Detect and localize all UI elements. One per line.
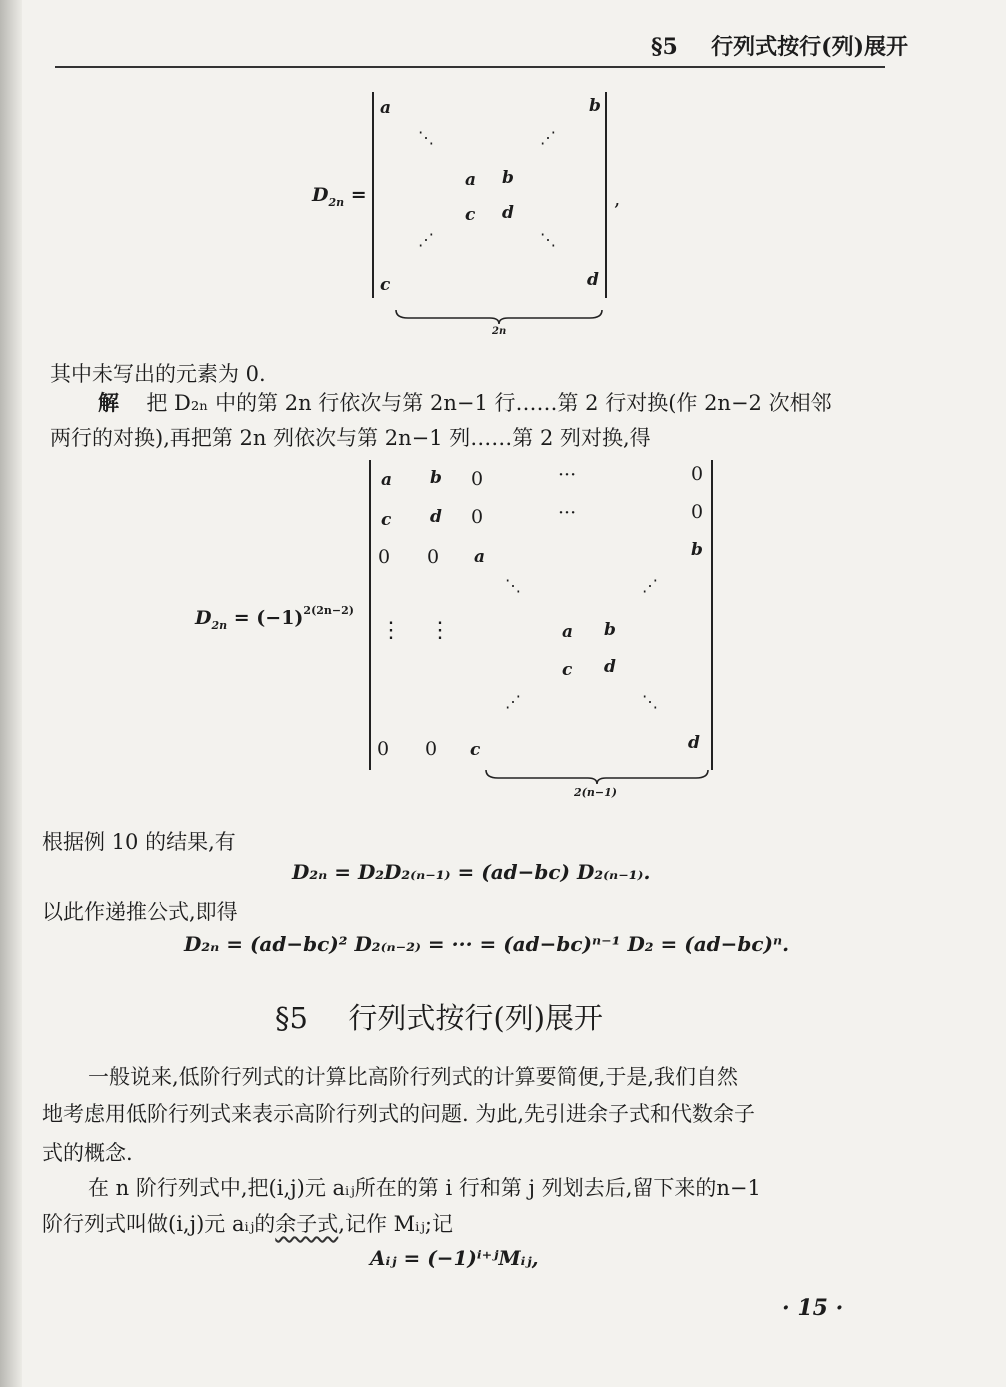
equation-result: D₂ₙ = (ad−bc)² D₂₍ₙ₋₂₎ = ··· = (ad−bc)ⁿ⁻¹ D₂ = (ad−bc)ⁿ. (184, 932, 790, 956)
m2-vdots-col1: ⋮ (380, 618, 402, 643)
m2-r3-zero2: 0 (427, 546, 440, 568)
matrix1-lhs: $D_{2n}$ = (312, 184, 367, 209)
para-by-example10: 根据例 10 的结果,有 (42, 830, 236, 854)
m2-ddots-upper-left: ⋱ (505, 576, 522, 595)
m2-center-b: b (604, 620, 616, 640)
m1-center-d: d (502, 203, 514, 223)
header-title: 行列式按行(列)展开 (711, 34, 908, 60)
m2-center-c: c (562, 660, 573, 680)
m2-brace-label: 2(n−1) (574, 786, 617, 799)
m2-center-a: a (562, 622, 574, 642)
matrix1-right-bar (605, 92, 607, 298)
equation-cofactor: Aᵢⱼ = (−1)ⁱ⁺ʲMᵢⱼ, (370, 1246, 539, 1270)
body-p1-line2: 地考虑用低阶行列式来表示高阶行列式的问题. 为此,先引进余子式和代数余子 (42, 1102, 756, 1126)
body-p2-line2-start: 阶行列式叫做(i,j)元 aᵢⱼ的 (42, 1212, 276, 1236)
m2-r3-a: a (474, 547, 486, 567)
page-number: · 15 · (782, 1295, 844, 1321)
m1-brace-label: 2n (492, 326, 507, 337)
m2-r3-zero1: 0 (378, 546, 391, 568)
header-section-mark: §5 (651, 34, 678, 60)
matrix1-left-bar (372, 92, 374, 298)
section-heading (275, 996, 603, 1037)
m1-center-a: a (465, 170, 477, 190)
m2-r1-last-zero: 0 (691, 463, 704, 485)
section-mark: §5 (275, 1001, 308, 1035)
m2-r2-d: d (430, 507, 442, 527)
para-unwritten-zero: 其中未写出的元素为 0. (50, 362, 266, 386)
m2-r2-c: c (381, 510, 392, 530)
solution-line2: 两行的对换),再把第 2n 列依次与第 2n−1 列……第 2 列对换,得 (50, 426, 651, 450)
matrix2-left-bar (369, 460, 371, 770)
m2-r3-b: b (691, 540, 703, 560)
m2-vdots-col2: ⋮ (429, 618, 451, 643)
m1-top-left: a (380, 98, 392, 118)
m1-adots-lower-left: ⋰ (418, 230, 435, 249)
m1-trailing-comma: , (614, 186, 621, 210)
m2-r2-cdots: ··· (558, 502, 577, 524)
body-p2-line2 (42, 1214, 453, 1235)
m2-r2-last-zero: 0 (691, 501, 704, 523)
equation-recurrence: D₂ₙ = D₂D₂₍ₙ₋₁₎ = (ad−bc) D₂₍ₙ₋₁₎. (292, 860, 651, 884)
m1-bottom-left: c (380, 275, 391, 295)
m1-ddots-upper-left: ⋱ (418, 128, 435, 147)
solution-text-line1: 把 D₂ₙ 中的第 2n 行依次与第 2n−1 行……第 2 行对换(作 2n−2 次相邻 (146, 391, 832, 415)
m1-center-b: b (502, 168, 514, 188)
m2-adots-lower-left: ⋰ (505, 692, 522, 711)
m2-center-d: d (604, 657, 616, 677)
running-header (651, 30, 908, 61)
cofactor-term: 余子式 (275, 1212, 339, 1236)
solution-line1 (98, 392, 832, 414)
m2-last-zero2: 0 (425, 738, 438, 760)
header-rule (55, 66, 885, 68)
m2-underbrace (484, 768, 710, 784)
body-p2-line2-end: ,记作 Mᵢⱼ;记 (338, 1212, 453, 1236)
m2-last-zero1: 0 (377, 738, 390, 760)
body-p1-line3: 式的概念. (42, 1141, 133, 1165)
m2-ddots-lower-right: ⋱ (642, 692, 659, 711)
m2-r1-cdots: ··· (558, 464, 577, 486)
matrix2-right-bar (711, 460, 713, 770)
m2-r1-b: b (430, 468, 442, 488)
body-p1-line1: 一般说来,低阶行列式的计算比高阶行列式的计算要简便,于是,我们自然 (88, 1065, 739, 1089)
m2-adots-upper-right: ⋰ (642, 576, 659, 595)
matrix2-lhs: $D_{2n} = (-1)^{2(2n-2)}$ (195, 604, 355, 632)
m2-r1-zero: 0 (471, 468, 484, 490)
body-p2-line1: 在 n 阶行列式中,把(i,j)元 aᵢⱼ所在的第 i 行和第 j 列划去后,留下来的n−1 (88, 1176, 761, 1200)
m1-center-c: c (465, 205, 476, 225)
m1-ddots-lower-right: ⋱ (540, 230, 557, 249)
m2-last-c: c (470, 740, 481, 760)
m2-r2-zero: 0 (471, 506, 484, 528)
m1-adots-upper-right: ⋰ (540, 128, 557, 147)
binding-shadow (0, 0, 22, 1387)
m1-bottom-right: d (587, 270, 599, 290)
para-recursion: 以此作递推公式,即得 (42, 900, 238, 924)
m1-underbrace (394, 308, 604, 324)
section-title: 行列式按行(列)展开 (348, 1001, 604, 1035)
m2-r1-a: a (381, 470, 393, 490)
m2-last-d: d (688, 733, 700, 753)
solution-label: 解 (98, 390, 119, 415)
m1-top-right: b (589, 96, 601, 116)
